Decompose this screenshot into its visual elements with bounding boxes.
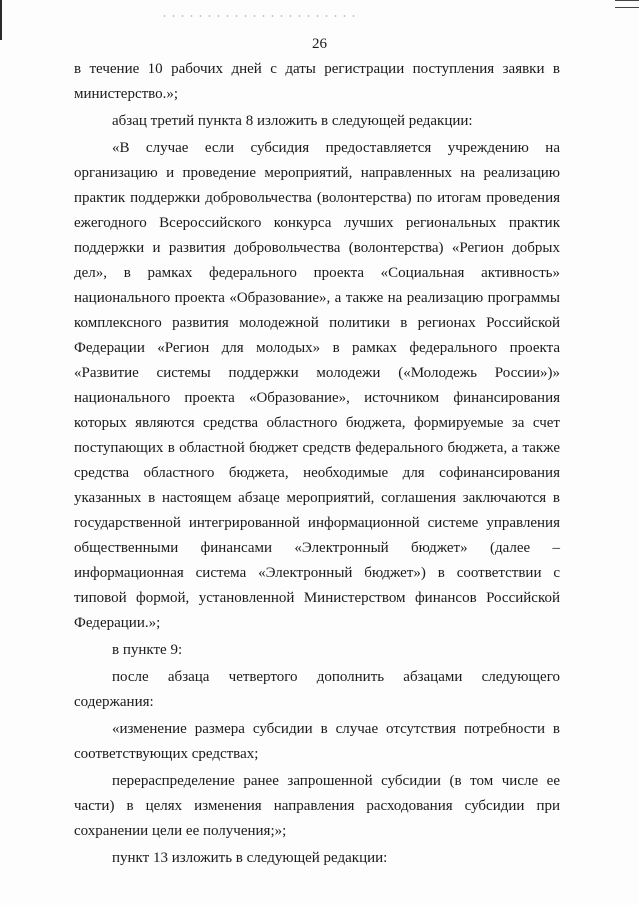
paragraph-redistribution: перераспределение ранее запрошенной субсидии (в том числе ее части) в целях изменения направления расходования субсидии при сохранении цели ее получения;»; [74, 773, 560, 839]
paragraph-point-13: пункт 13 изложить в следующей редакции: [112, 850, 388, 866]
document-body [74, 57, 560, 871]
paragraph-after-fourth: после абзаца четвертого дополнить абзацами следующего содержания: [74, 669, 560, 710]
paragraph-continuation: в течение 10 рабочих дней с даты регистрации поступления заявки в министерство.»; [74, 61, 560, 102]
paragraph-point-9: в пункте 9: [112, 642, 183, 658]
page-number: 26 [312, 36, 327, 52]
scan-noise [160, 14, 360, 18]
scan-corner-mark [615, 0, 639, 8]
paragraph-subsidy-clause: «В случае если субсидия предоставляется учреждению на организацию и проведение мероприятий, направленных на реализацию практик поддержки добровольчества (волонтерства) по итогам проведения ежегодного Всероссийского конкурса лучших региональных практик поддержки и развития добровольчества (волонтерства) «Регион добрых дел», в рамках федерального проекта «Социальная активность» национального проекта «Образование», а также на реализацию программы комплексного развития молодежной политики в регионах Российской Федерации «Регион для молодых» в рамках федерального проекта «Развитие системы поддержки молодежи («Молодежь России»)» национального проекта «Образование», источником финансирования которых являются средства областного бюджета, формируемые за счет поступающих в областной бюджет средств федерального бюджета, а также средства областного бюджета, необходимые для софинансирования указанных в настоящем абзаце мероприятий, соглашения заключаются в государственной интегрированной информационной системе управления общественными финансами «Электронный бюджет» (далее – информационная система «Электронный бюджет») в соответствии с типовой формой, установленной Министерством финансов Российской Федерации.»; [74, 140, 560, 631]
paragraph-change-size: «изменение размера субсидии в случае отсутствия потребности в соответствующих средствах; [74, 721, 560, 762]
paragraph-amendment-point-8: абзац третий пункта 8 изложить в следующей редакции: [112, 113, 473, 129]
scan-edge-mark [0, 0, 2, 40]
